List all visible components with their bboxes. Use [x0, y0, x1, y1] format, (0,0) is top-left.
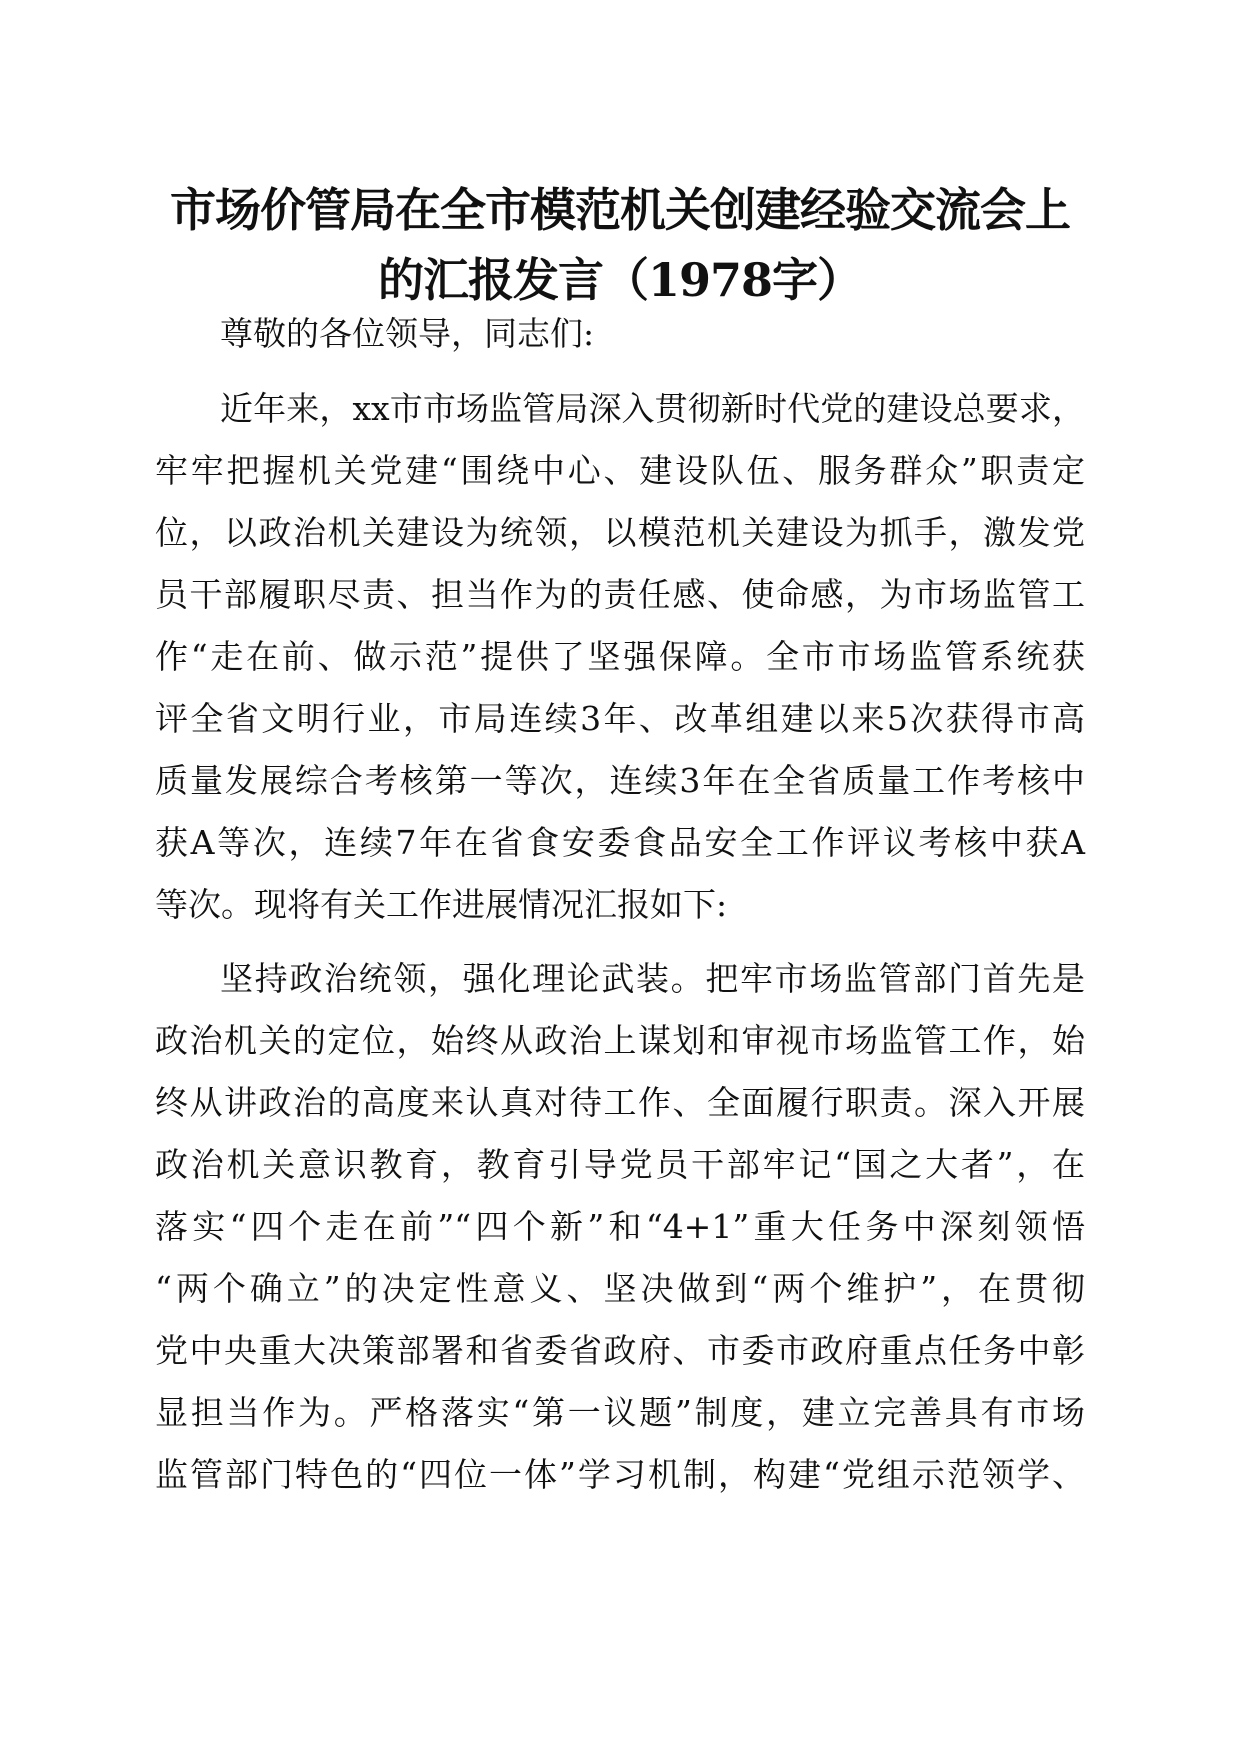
document-title-line-2: 的汇报发言（1978字） — [377, 253, 863, 307]
paragraph-1-line-2: 牢牢把握机关党建“围绕中心、建设队伍、服务群众”职责定 — [155, 451, 1085, 490]
paragraph-1-line-1: 近年来，xx市市场监管局深入贯彻新时代党的建设总要求， — [220, 389, 1085, 428]
paragraph-2-line-6: “两个确立”的决定性意义、坚决做到“两个维护”，在贯彻 — [155, 1269, 1085, 1308]
paragraph-2-line-2: 政治机关的定位，始终从政治上谋划和审视市场监管工作，始 — [155, 1021, 1085, 1060]
paragraph-1-line-6: 评全省文明行业，市局连续3年、改革组建以来5次获得市高 — [155, 699, 1085, 738]
document-title-line-1: 市场价管局在全市模范机关创建经验交流会上 — [170, 183, 1070, 237]
paragraph-2-line-7: 党中央重大决策部署和省委省政府、市委市政府重点任务中彰 — [155, 1331, 1085, 1370]
salutation: 尊敬的各位领导，同志们: — [220, 314, 595, 353]
paragraph-2-line-9: 监管部门特色的“四位一体”学习机制，构建“党组示范领学、 — [155, 1455, 1085, 1494]
paragraph-2-line-8: 显担当作为。严格落实“第一议题”制度，建立完善具有市场 — [155, 1393, 1085, 1432]
paragraph-1-line-8: 获A等次，连续7年在省食安委食品安全工作评议考核中获A — [155, 823, 1085, 862]
paragraph-2-line-3: 终从讲政治的高度来认真对待工作、全面履行职责。深入开展 — [155, 1083, 1085, 1122]
paragraph-1-line-4: 员干部履职尽责、担当作为的责任感、使命感，为市场监管工 — [155, 575, 1085, 614]
paragraph-2-line-1: 坚持政治统领，强化理论武装。把牢市场监管部门首先是 — [220, 959, 1085, 998]
paragraph-2-line-5: 落实“四个走在前”“四个新”和“4+1”重大任务中深刻领悟 — [155, 1207, 1085, 1246]
paragraph-1-line-7: 质量发展综合考核第一等次，连续3年在全省质量工作考核中 — [155, 761, 1085, 800]
paragraph-1-line-5: 作“走在前、做示范”提供了坚强保障。全市市场监管系统获 — [155, 637, 1085, 676]
paragraph-1-line-3: 位，以政治机关建设为统领，以模范机关建设为抓手，激发党 — [155, 513, 1085, 552]
paragraph-2-line-4: 政治机关意识教育，教育引导党员干部牢记“国之大者”，在 — [155, 1145, 1085, 1184]
paragraph-1-line-9: 等次。现将有关工作进展情况汇报如下: — [155, 885, 728, 924]
